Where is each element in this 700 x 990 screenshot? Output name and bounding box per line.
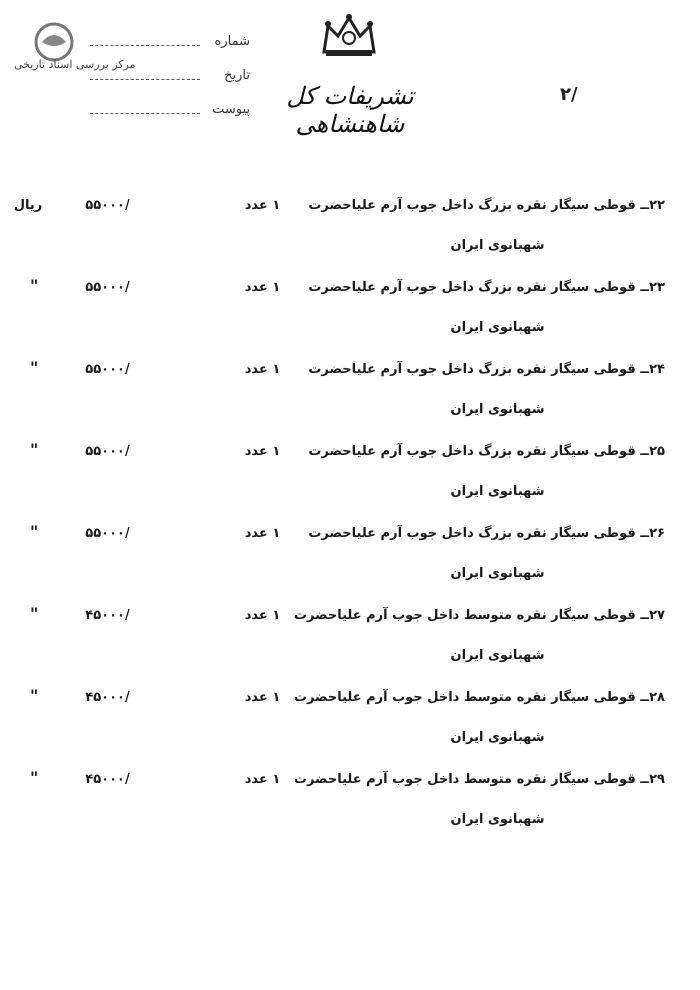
field-attachment-line <box>90 113 200 114</box>
item-price: ۵۵۰۰۰/ <box>85 444 130 459</box>
item-description: ۲۹ــ قوطی سیگار نقره متوسط داخل جوب آرم علیاحضرت <box>293 772 665 787</box>
list-item <box>0 198 700 278</box>
item-price: ۴۵۰۰۰/ <box>85 608 130 623</box>
item-description-cont: شهبانوی ایران <box>450 730 545 745</box>
item-price: ۵۵۰۰۰/ <box>85 198 130 213</box>
list-item <box>0 358 700 442</box>
item-unit: " <box>30 686 39 705</box>
item-price: ۵۵۰۰۰/ <box>85 362 130 377</box>
item-price: ۵۵۰۰۰/ <box>85 280 130 295</box>
document-title: تشریفات کل شاهنشاهی <box>286 82 414 138</box>
item-quantity: ۱ عدد <box>244 280 281 295</box>
item-unit: " <box>30 440 39 459</box>
field-number-label: شماره <box>214 33 250 49</box>
item-quantity: ۱ عدد <box>244 772 281 787</box>
item-unit: " <box>30 768 39 787</box>
item-description: ۲۴ــ قوطی سیگار نقره بزرگ داخل جوب آرم علیاحضرت <box>308 362 665 377</box>
item-description: ۲۲ــ قوطی سیگار نقره بزرگ داخل جوب آرم علیاحضرت <box>308 198 665 213</box>
field-number-line <box>90 45 200 46</box>
item-unit: " <box>30 276 39 295</box>
field-number <box>90 24 250 58</box>
list-item <box>0 604 700 688</box>
item-description-cont: شهبانوی ایران <box>450 238 545 253</box>
item-price: ۴۵۰۰۰/ <box>85 690 130 705</box>
item-unit: " <box>30 522 39 541</box>
list-item <box>0 276 700 360</box>
field-date <box>90 58 250 92</box>
item-unit: ریال <box>13 198 43 213</box>
archive-label: مرکز بررسی اسناد تاریخی <box>14 58 136 71</box>
field-attachment-label: پیوست <box>212 101 250 117</box>
item-description: ۲۵ــ قوطی سیگار نقره بزرگ داخل جوب آرم علیاحضرت <box>308 444 665 459</box>
item-quantity: ۱ عدد <box>244 444 281 459</box>
item-quantity: ۱ عدد <box>244 362 281 377</box>
item-description-cont: شهبانوی ایران <box>450 566 545 581</box>
crown-emblem-icon <box>318 12 380 58</box>
item-quantity: ۱ عدد <box>244 608 281 623</box>
field-date-label: تاریخ <box>224 67 250 83</box>
item-price: ۴۵۰۰۰/ <box>85 772 130 787</box>
item-description: ۲۳ــ قوطی سیگار نقره بزرگ داخل جوب آرم علیاحضرت <box>308 280 665 295</box>
item-description-cont: شهبانوی ایران <box>450 320 545 335</box>
item-description: ۲۷ــ قوطی سیگار نقره متوسط داخل جوب آرم علیاحضرت <box>293 608 665 623</box>
list-item <box>0 686 700 770</box>
item-quantity: ۱ عدد <box>244 526 281 541</box>
list-item <box>0 522 700 606</box>
list-item <box>0 440 700 524</box>
item-description-cont: شهبانوی ایران <box>450 812 545 827</box>
item-unit: " <box>30 358 39 377</box>
list-item <box>0 768 700 852</box>
item-description: ۲۸ــ قوطی سیگار نقره متوسط داخل جوب آرم علیاحضرت <box>293 690 665 705</box>
item-description-cont: شهبانوی ایران <box>450 402 545 417</box>
header-fields <box>90 24 250 126</box>
item-description-cont: شهبانوی ایران <box>450 648 545 663</box>
item-price: ۵۵۰۰۰/ <box>85 526 130 541</box>
item-quantity: ۱ عدد <box>244 690 281 705</box>
page-number: ۲/ <box>560 84 578 105</box>
field-date-line <box>90 79 200 80</box>
item-unit: " <box>30 604 39 623</box>
field-attachment <box>90 92 250 126</box>
item-quantity: ۱ عدد <box>244 198 281 213</box>
item-description: ۲۶ــ قوطی سیگار نقره بزرگ داخل جوب آرم علیاحضرت <box>308 526 665 541</box>
archive-logo-icon <box>24 20 84 80</box>
item-description-cont: شهبانوی ایران <box>450 484 545 499</box>
